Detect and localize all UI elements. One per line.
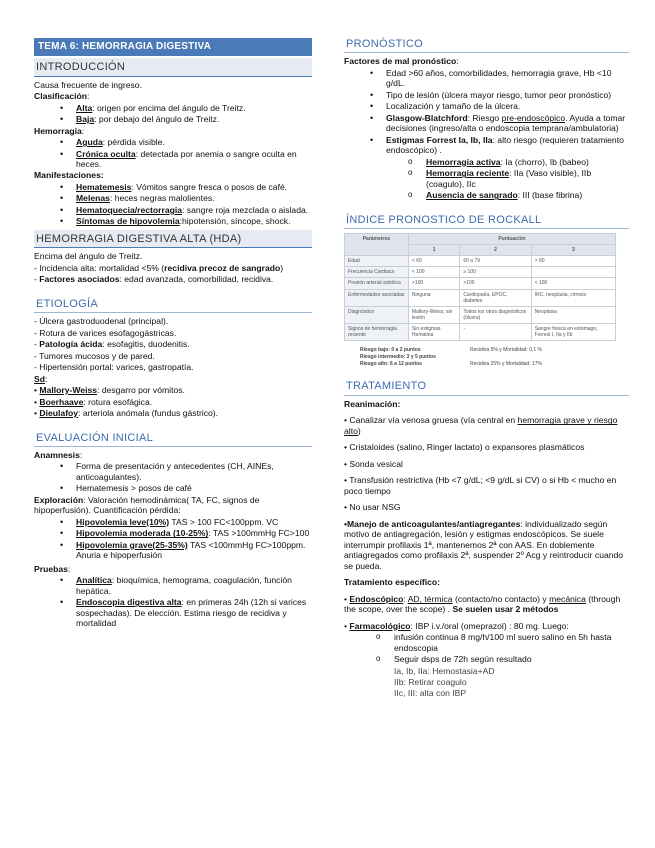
list-item: • Aguda: pérdida visible. (34, 137, 312, 147)
list-item: IIb: Retirar coagulo (394, 677, 467, 687)
list-item: o Ausencia de sangrado: III (base fibrina) (344, 190, 629, 200)
reanim-item: • Cristaloides (salino, Ringer lactato) o expansores plasmáticos (344, 442, 585, 453)
list-item: • Hipovolemia grave(25-35%) TAS <100mmHg FC>100ppm. Anuria e hipoperfusión (34, 540, 312, 561)
list-item: • Glasgow-Blatchford: Riesgo pre-endoscópico. Ayuda a tomar decisiones (ingreso/alta o endoscopia temprana/ambulatoria) (344, 113, 629, 134)
reanim-item: • Sonda vesical (344, 458, 403, 469)
hemorragia-label: Hemorragia: (34, 125, 85, 136)
sd-label: Sd: (34, 373, 48, 384)
table-header: 1 (408, 245, 459, 256)
pruebas-list (34, 575, 312, 628)
left-column (34, 38, 312, 630)
pruebas-label: Pruebas: (34, 563, 71, 574)
forrest-list (344, 157, 629, 201)
etio-item: - Úlcera gastroduodenal (principal). (34, 316, 169, 327)
list-item: o Hemorragia activa: Ia (chorro), Ib (babeo) (344, 157, 629, 167)
table-row: Enfermedades asociadas Ninguna Cardiopatía, EPOC, diabetes IRC, neoplasia, cirrosis (345, 289, 616, 306)
list-item: • Crónica oculta: detectada por anemia o sangre oculta en heces. (34, 149, 312, 170)
table-row: Frecuencia Cardiaca < 100 ≥ 100 (345, 267, 616, 278)
legend-risk-mid: Riesgo intermedio: 3 y 5 puntos (360, 354, 436, 361)
tratamiento-especifico-label: Tratamiento específico: (344, 577, 440, 588)
list-item: • Forma de presentación y antecedentes (CH, AINEs, anticoagulantes). (34, 461, 312, 482)
legend-risk-low: Riesgo bajo: 0 a 2 puntos (360, 347, 421, 354)
list-item: • Hematoquecia/rectorragia: sangre roja mezclada o aislada. (34, 205, 312, 215)
section-heading-pronostico: PRONÓSTICO (344, 38, 629, 53)
endoscopico-text: • Endoscópico: AD, térmica (contacto/no contacto) y mecánica (through the scope, over the scope) . Se suelen usar 2 métodos (344, 593, 621, 615)
etio-item: - Hipertensión portal: varices, gastropatía. (34, 362, 194, 373)
reanim-item: • Canalizar vía venosa gruesa (vía central en hemorragia grave y riesgo alto) (344, 415, 618, 436)
section-heading-hda: HEMORRAGIA DIGESTIVA ALTA (HDA) (34, 230, 312, 248)
farmacologico-list (344, 632, 629, 664)
section-heading-tratamiento: TRATAMIENTO (344, 377, 629, 395)
reanimacion-label: Reanimación: (344, 398, 401, 409)
table-header: Puntuación (408, 234, 615, 245)
list-item: • Alta: origen por encima del ángulo de Treitz. (34, 103, 312, 113)
sd-item: • Mallory-Weiss: desgarro por vómitos. (34, 385, 185, 396)
reanim-item: • Transfusión restrictiva (Hb <7 g/dL; <9 g/dL si CV) o si Hb < mucho en poco tiempo (344, 475, 617, 496)
list-item: • Localización y tamaño de la úlcera. (344, 101, 629, 111)
factores-label: Factores de mal pronóstico: (344, 56, 459, 67)
list-item: o Hemorragia reciente: IIa (Vaso visible), IIb (coagulo), IIc (344, 168, 629, 189)
etio-item: - Patología ácida: esofagitis, duodenitis. (34, 339, 190, 350)
list-item: • Hematemesis: Vómitos sangre fresca o posos de café. (34, 182, 312, 192)
section-heading-rockall: ÍNDICE PRONOSTICO DE ROCKALL (344, 211, 629, 229)
table-header: 2 (460, 245, 531, 256)
list-item: • Hipovolemia leve(10%) TAS > 100 FC<100ppm. VC (34, 517, 312, 527)
hda-line-2: - Incidencia alta: mortalidad <5% (recidiva precoz de sangrado) (34, 262, 284, 273)
list-item: • Hematemesis > posos de café (34, 483, 312, 493)
list-item: • Endoscopia digestiva alta: en primeras 24h (12h si varices sospechadas). De elección. Estima riesgo de recidiva y mortalidad (34, 597, 312, 628)
page-title: TEMA 6: HEMORRAGIA DIGESTIVA (34, 38, 312, 56)
anamnesis-list (34, 461, 312, 493)
table-header: 3 (531, 245, 615, 256)
manifestaciones-list (34, 182, 312, 227)
reanim-item: • No usar NSG (344, 502, 401, 513)
legend-outcome-high: Recidiva 25% y Mortalidad: 17% (470, 361, 542, 368)
list-item: • Tipo de lesión (úlcera mayor riesgo, tumor peor pronóstico) (344, 90, 629, 100)
sd-item: • Boerhaave: rotura esofágica. (34, 396, 153, 407)
table-header: Parámetros (345, 234, 409, 256)
list-item: • Hipovolemia moderada (10-25%): TAS >100mmHg FC>100 (34, 528, 312, 538)
clasificacion-label: Clasificación: (34, 91, 90, 102)
list-item: • Edad >60 años, comorbilidades, hemorragia grave, Hb <10 g/dL. (344, 68, 629, 89)
list-item: • Melenas: heces negras malolientes. (34, 193, 312, 203)
rockall-legend (344, 346, 629, 368)
hda-line-3: - Factores asociados: edad avanzada, comorbilidad, recidiva. (34, 274, 274, 285)
table-row: Signos de hemorragia reciente Sin estigmas. Hematina - Sangre fresca en estómago, Forrest I, IIa y IIb (345, 323, 616, 340)
etio-item: - Tumores mucosos y de pared. (34, 350, 155, 361)
sd-item: • Dieulafoy: arteriola anómala (fundus gástrico). (34, 408, 219, 419)
hda-line-1: Encima del ángulo de Treitz. (34, 251, 143, 262)
list-item: IIc, III: alta con IBP (394, 688, 467, 699)
forrest-treatment-list (344, 666, 629, 699)
hemorragia-list (34, 137, 312, 169)
farmacologico-text: • Farmacológico: IBP i.v./oral (omeprazol) : 80 mg. Luego: (344, 620, 569, 631)
section-heading-evaluacion: EVALUACIÓN INICIAL (34, 429, 312, 447)
anticoag-text: •Manejo de anticoagulantes/antiagregantes: individualizado según motivo de antiagregación, lesión y estigmas endoscópicos. Se suele interrumpir profilaxis 1ª, mantenemos 2ª con AAS. En doblemente antiagregados como profilaxis 2ª, suspender 2º Acg y reintroducir cuando se pueda. (344, 518, 624, 571)
list-item: • Síntomas de hipovolemia:hipotensión, síncope, shock. (34, 216, 312, 226)
intro-cause: Causa frecuente de ingreso. (34, 79, 142, 90)
table-row: Edad < 60 60 a 79 > 80 (345, 256, 616, 267)
list-item: • Analítica: bioquímica, hemograma, coagulación, función hepática. (34, 575, 312, 596)
list-item: Ia, Ib, IIa: Hemostasia+AD (394, 665, 495, 676)
legend-outcome-low: Recidiva 5% y Mortalidad: 0,1 % (470, 347, 542, 354)
clasificacion-list (34, 103, 312, 125)
manifestaciones-label: Manifestaciones: (34, 170, 104, 181)
list-item: o Seguir dsps de 72h según resultado (344, 654, 629, 664)
rockall-table (344, 233, 616, 341)
table-row: Diagnóstico Mallory-Weiss, sin lesión Todos los otros diagnósticos (úlcera) Neoplasia (345, 306, 616, 323)
exploracion-text: Exploración: Valoración hemodinámica( TA, FC, signos de hipoperfusión). Cuantificación pérdida: (34, 494, 260, 516)
anamnesis-label: Anamnesis: (34, 449, 83, 460)
right-column (344, 38, 629, 700)
pronostico-list (344, 68, 629, 156)
section-heading-etiologia: ETIOLOGÍA (34, 295, 312, 313)
hipovolemia-list (34, 517, 312, 561)
list-item: o infusión continua 8 mg/h/100 ml suero salino en 5h hasta endoscopia (344, 632, 629, 653)
legend-risk-high: Riesgo alto: 6 a 12 puntos (360, 361, 422, 368)
etio-item: - Rotura de varices esofagogástricas. (34, 327, 177, 338)
legend-outcome-mid (470, 354, 542, 360)
list-item: • Baja: por debajo del ángulo de Treitz. (34, 114, 312, 124)
list-item: • Estigmas Forrest Ia, Ib, IIa: alto riesgo (requieren tratamiento endoscópico) . (344, 135, 629, 156)
table-row: Presión arterial sistólica >100 >100 < 100 (345, 278, 616, 289)
section-heading-introduccion: INTRODUCCIÓN (34, 58, 312, 76)
